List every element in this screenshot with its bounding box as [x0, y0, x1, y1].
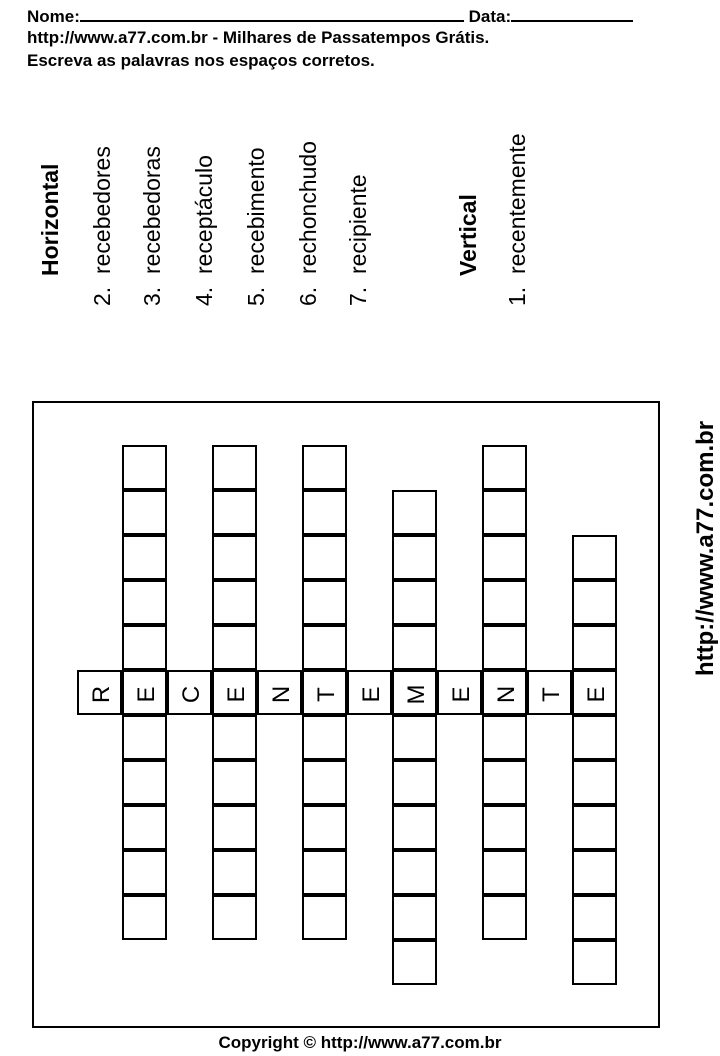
answer-cell[interactable]: [212, 850, 257, 895]
answer-cell[interactable]: [482, 580, 527, 625]
key-cell[interactable]: [482, 670, 527, 715]
key-cell[interactable]: [77, 670, 122, 715]
answer-cell[interactable]: [572, 625, 617, 670]
key-letter: E: [222, 686, 250, 703]
answer-cell[interactable]: [212, 760, 257, 805]
answer-cell[interactable]: [482, 625, 527, 670]
answer-cell[interactable]: [572, 940, 617, 985]
answer-cell[interactable]: [392, 805, 437, 850]
clue-word: recentemente: [504, 133, 530, 275]
clue-number: 3.: [139, 286, 165, 306]
name-label: Nome:: [27, 7, 80, 26]
answer-cell[interactable]: [392, 625, 437, 670]
answer-cell[interactable]: [302, 850, 347, 895]
clue-number: 1.: [504, 286, 530, 306]
instruction-line: Escreva as palavras nos espaços corretos.: [27, 51, 375, 70]
vertical-title: Vertical: [455, 194, 481, 276]
answer-cell[interactable]: [122, 625, 167, 670]
answer-cell[interactable]: [122, 445, 167, 490]
clue-4: [190, 155, 218, 306]
answer-cell[interactable]: [212, 535, 257, 580]
answer-cell[interactable]: [392, 850, 437, 895]
answer-cell[interactable]: [302, 895, 347, 940]
clue-number: 4.: [191, 286, 217, 306]
answer-cell[interactable]: [572, 895, 617, 940]
answer-cell[interactable]: [122, 490, 167, 535]
clue-word: receptáculo: [191, 155, 217, 275]
clue-5: [242, 147, 270, 306]
answer-cell[interactable]: [122, 580, 167, 625]
key-cell[interactable]: [212, 670, 257, 715]
answer-cell[interactable]: [302, 535, 347, 580]
clue-3: [138, 146, 166, 306]
answer-cell[interactable]: [482, 760, 527, 805]
clue-number: 5.: [243, 286, 269, 306]
answer-cell[interactable]: [482, 850, 527, 895]
answer-cell[interactable]: [392, 535, 437, 580]
answer-cell[interactable]: [122, 760, 167, 805]
answer-cell[interactable]: [212, 625, 257, 670]
answer-cell[interactable]: [572, 805, 617, 850]
clue-word: recebimento: [243, 147, 269, 275]
answer-cell[interactable]: [302, 445, 347, 490]
date-blank[interactable]: [511, 4, 633, 22]
answer-cell[interactable]: [572, 535, 617, 580]
header-name-date-line: [27, 4, 633, 27]
answer-cell[interactable]: [302, 625, 347, 670]
answer-cell[interactable]: [122, 850, 167, 895]
answer-cell[interactable]: [572, 715, 617, 760]
key-letter: E: [132, 686, 160, 703]
answer-cell[interactable]: [302, 490, 347, 535]
answer-cell[interactable]: [212, 805, 257, 850]
key-letter: E: [357, 686, 385, 703]
footer-copyright: Copyright © http://www.a77.com.br: [218, 1033, 502, 1052]
answer-cell[interactable]: [212, 490, 257, 535]
answer-cell[interactable]: [302, 715, 347, 760]
key-cell[interactable]: [437, 670, 482, 715]
clue-2: [88, 146, 116, 306]
key-cell[interactable]: [392, 670, 437, 715]
key-cell[interactable]: [257, 670, 302, 715]
answer-cell[interactable]: [482, 895, 527, 940]
key-cell[interactable]: [572, 670, 617, 715]
answer-cell[interactable]: [122, 895, 167, 940]
clue-7: [344, 174, 372, 306]
key-letter: R: [87, 685, 115, 704]
answer-cell[interactable]: [392, 940, 437, 985]
key-cell[interactable]: [122, 670, 167, 715]
key-letter: E: [447, 686, 475, 703]
key-letter: N: [492, 685, 520, 704]
answer-cell[interactable]: [392, 580, 437, 625]
horizontal-title: Horizontal: [37, 163, 63, 276]
clue-word: recebedores: [89, 146, 115, 275]
name-blank[interactable]: [80, 4, 464, 22]
answer-cell[interactable]: [122, 805, 167, 850]
answer-cell[interactable]: [122, 715, 167, 760]
clue-word: rechonchudo: [295, 141, 321, 275]
answer-cell[interactable]: [122, 535, 167, 580]
answer-cell[interactable]: [482, 805, 527, 850]
site-line: http://www.a77.com.br - Milhares de Passatempos Grátis.: [27, 28, 490, 47]
key-letter: E: [582, 686, 610, 703]
key-letter: T: [537, 687, 565, 702]
key-cell[interactable]: [167, 670, 212, 715]
answer-cell[interactable]: [392, 760, 437, 805]
clue-word: recebedoras: [139, 146, 165, 275]
clue-word: recipiente: [345, 174, 371, 275]
answer-cell[interactable]: [482, 715, 527, 760]
date-label: Data:: [468, 7, 512, 26]
answer-cell[interactable]: [212, 715, 257, 760]
answer-cell[interactable]: [572, 580, 617, 625]
answer-cell[interactable]: [572, 760, 617, 805]
key-cell[interactable]: [302, 670, 347, 715]
clue-number: 2.: [89, 286, 115, 306]
key-letter: M: [402, 684, 430, 705]
clue-1: [503, 133, 531, 306]
answer-cell[interactable]: [482, 535, 527, 580]
clue-number: 6.: [295, 286, 321, 306]
key-cell[interactable]: [527, 670, 572, 715]
clue-number: 7.: [345, 286, 371, 306]
answer-cell[interactable]: [392, 490, 437, 535]
key-letter: N: [267, 685, 295, 704]
answer-cell[interactable]: [302, 580, 347, 625]
answer-cell[interactable]: [572, 850, 617, 895]
answer-cell[interactable]: [482, 445, 527, 490]
answer-cell[interactable]: [482, 490, 527, 535]
answer-cell[interactable]: [212, 580, 257, 625]
answer-cell[interactable]: [392, 715, 437, 760]
clue-6: [294, 141, 322, 306]
key-letter: T: [312, 687, 340, 702]
answer-cell[interactable]: [302, 760, 347, 805]
answer-cell[interactable]: [212, 895, 257, 940]
side-url: http://www.a77.com.br: [692, 420, 719, 676]
key-letter: C: [177, 685, 205, 704]
answer-cell[interactable]: [302, 805, 347, 850]
answer-cell[interactable]: [212, 445, 257, 490]
key-cell[interactable]: [347, 670, 392, 715]
answer-cell[interactable]: [392, 895, 437, 940]
